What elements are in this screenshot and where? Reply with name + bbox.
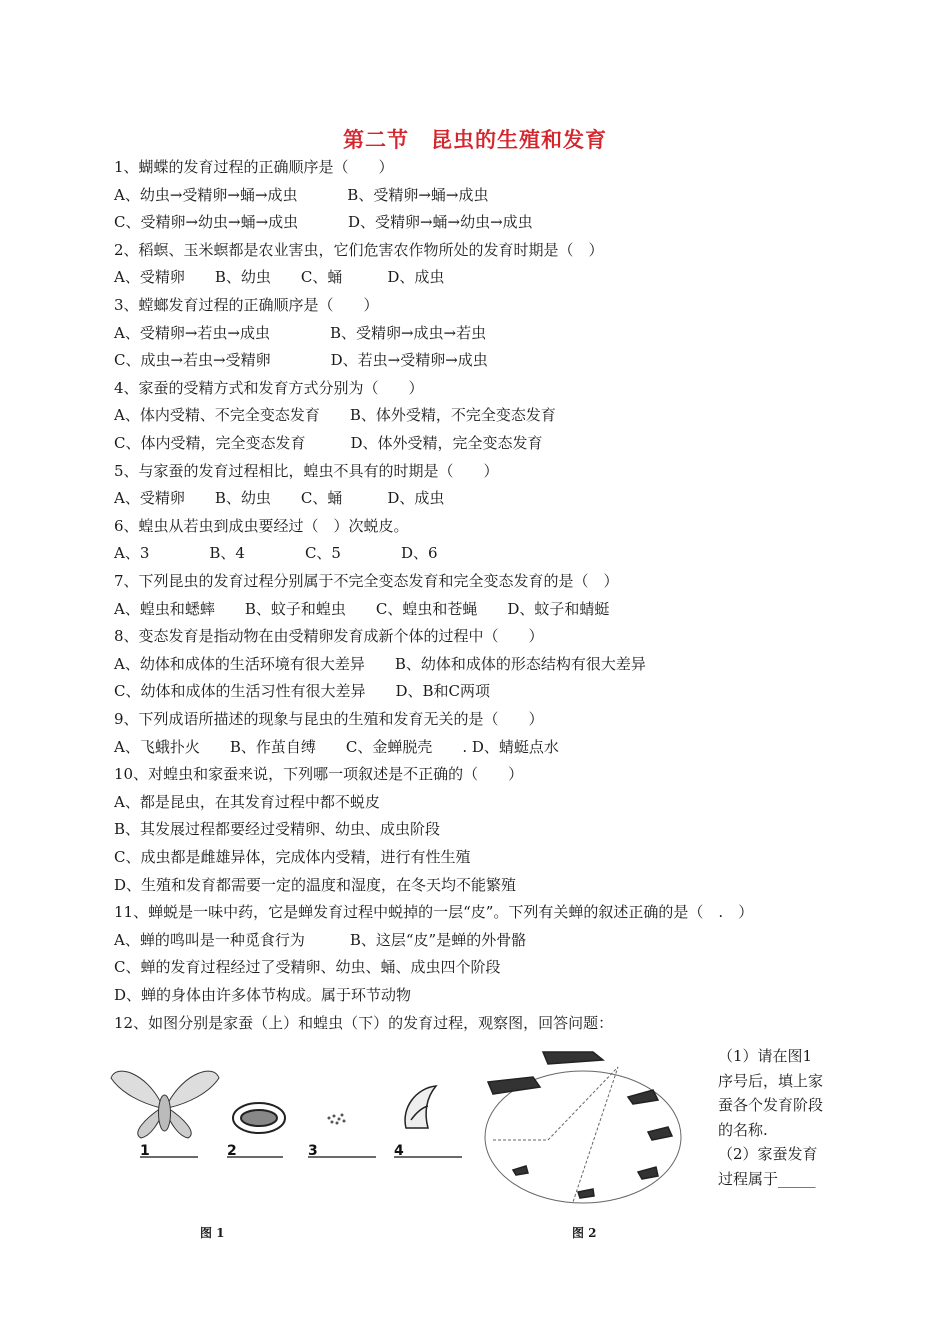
text-line: 1、蝴蝶的发育过程的正确顺序是（ ）: [114, 158, 394, 176]
eggs-icon: [328, 1114, 346, 1125]
figure-2-locust-cycle: [468, 1042, 708, 1212]
page-title: 第二节 昆虫的生殖和发育: [343, 128, 607, 152]
figure-2-caption: 图 2: [572, 1226, 597, 1240]
text-line: A、3 B、4 C、5 D、6: [114, 544, 438, 563]
text-line: A、幼体和成体的生活环境有很大差异 B、幼体和成体的形态结构有很大差异: [114, 654, 646, 673]
fig1-label-4: 4: [394, 1143, 404, 1159]
side-text-line: 的名称.: [718, 1120, 768, 1139]
text-line: 7、下列昆虫的发育过程分别属于不完全变态发育和完全变态发育的是（ ）: [114, 572, 619, 590]
text-line: C、受精卵→幼虫→蛹→成虫 D、受精卵→蛹→幼虫→成虫: [114, 213, 533, 232]
text-line: 11、蝉蜕是一味中药，它是蝉发育过程中蜕掉的一层“皮”。下列有关蝉的叙述正确的是（ . ）: [114, 903, 754, 922]
text-line: 4、家蚕的受精方式和发育方式分别为（ ）: [114, 378, 424, 397]
text-line: A、幼虫→受精卵→蛹→成虫 B、受精卵→蛹→成虫: [114, 185, 489, 204]
larva-icon: [405, 1086, 436, 1128]
text-line: A、受精卵→若虫→成虫 B、受精卵→成虫→若虫: [114, 323, 487, 342]
text-line: 9、下列成语所描述的现象与昆虫的生殖和发育无关的是（ ）: [114, 710, 544, 728]
text-line: 12、如图分别是家蚕（上）和蝗虫（下）的发育过程，观察图，回答问题：: [114, 1013, 614, 1032]
text-line: C、蝉的发育过程经过了受精卵、幼虫、蛹、成虫四个阶段: [114, 958, 501, 977]
text-line: C、体内受精，完全变态发育 D、体外受精，完全变态发育: [114, 434, 543, 452]
text-line: A、受精卵 B、幼虫 C、蛹 D、成虫: [114, 268, 445, 287]
locust-icon: [488, 1052, 672, 1198]
figure-1-silkworm: [106, 1058, 466, 1168]
text-line: 5、与家蚕的发育过程相比，蝗虫不具有的时期是（ ）: [114, 461, 499, 480]
side-text-line: （1）请在图1: [718, 1047, 813, 1065]
text-line: A、蝗虫和蟋蟀 B、蚊子和蝗虫 C、蝗虫和苍蝇 D、蚊子和蜻蜓: [114, 599, 610, 618]
text-line: A、体内受精、不完全变态发育 B、体外受精，不完全变态发育: [114, 406, 556, 425]
text-line: C、成虫都是雌雄异体，完成体内受精，进行有性生殖: [114, 848, 471, 866]
fig1-label-3: 3: [308, 1143, 318, 1159]
text-line: 10、对蝗虫和家蚕来说，下列哪一项叙述是不正确的（ ）: [114, 765, 524, 784]
side-text-line: （2）家蚕发育: [718, 1145, 818, 1163]
side-text-line: 蚕各个发育阶段: [718, 1096, 824, 1114]
text-line: A、受精卵 B、幼虫 C、蛹 D、成虫: [114, 489, 445, 508]
side-text-line: 序号后，填上家: [718, 1071, 824, 1090]
text-line: 2、稻螟、玉米螟都是农业害虫，它们危害农作物所处的发育时期是（ ）: [114, 240, 604, 259]
text-line: A、飞蛾扑火 B、作茧自缚 C、金蝉脱壳 . D、蜻蜓点水: [114, 737, 559, 756]
text-line: C、幼体和成体的生活习性有很大差异 D、B和C两项: [114, 682, 491, 701]
text-line: D、生殖和发育都需要一定的温度和湿度，在冬天均不能繁殖: [114, 875, 517, 894]
text-line: 8、变态发育是指动物在由受精卵发育成新个体的过程中（ ）: [114, 627, 544, 646]
text-line: C、成虫→若虫→受精卵 D、若虫→受精卵→成虫: [114, 351, 488, 370]
side-text-line: 过程属于_____: [718, 1169, 816, 1188]
text-line: A、都是昆虫，在其发育过程中都不蜕皮: [114, 792, 380, 811]
text-line: A、蝉的鸣叫是一种觅食行为 B、这层“皮”是蝉的外骨骼: [114, 930, 527, 949]
text-line: 3、螳螂发育过程的正确顺序是（ ）: [114, 296, 379, 314]
text-line: 6、蝗虫从若虫到成虫要经过（ ）次蜕皮。: [114, 516, 409, 535]
cocoon-icon: [233, 1103, 285, 1133]
text-line: B、其发展过程都要经过受精卵、幼虫、成虫阶段: [114, 820, 441, 839]
moth-icon: [111, 1071, 219, 1138]
figure-1-caption: 图 1: [200, 1226, 225, 1240]
fig1-label-2: 2: [227, 1143, 237, 1159]
text-line: D、蝉的身体由许多体节构成。属于环节动物: [114, 986, 412, 1004]
fig1-label-1: 1: [140, 1143, 150, 1159]
